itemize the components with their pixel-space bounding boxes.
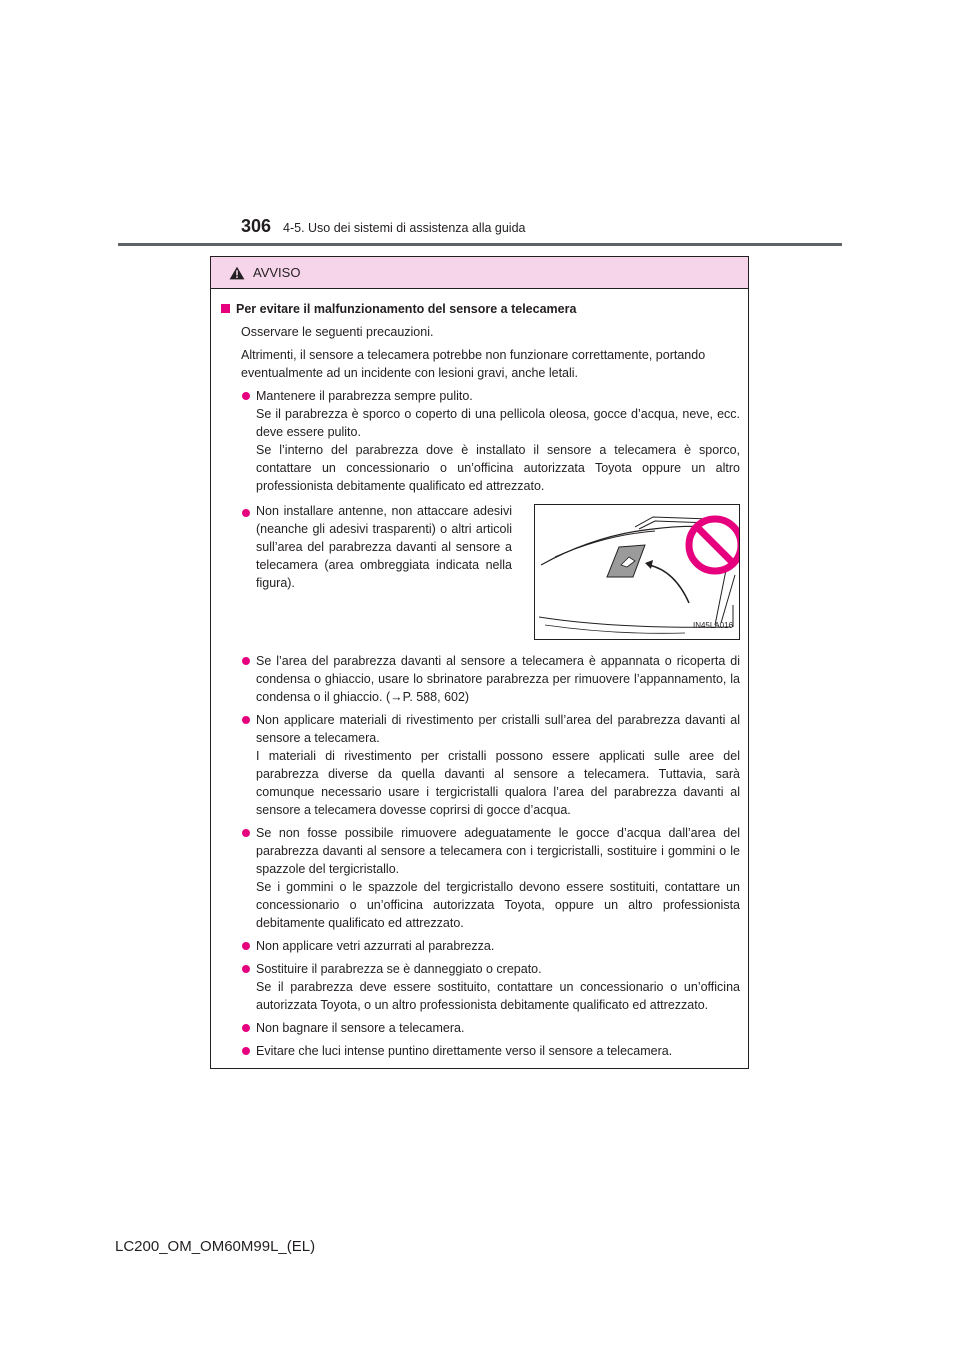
list-item-text: Non bagnare il sensore a telecamera. (256, 1021, 465, 1035)
list-item-text: Non applicare materiali di rivestimento per cristalli sull’area del parabrezza davanti al sensore a telecamera. (256, 713, 740, 745)
list-item-text: Se i gommini o le spazzole del tergicristallo devono essere sostituiti, contattare un concessionario o un’officina autorizzata Toyota, oppure un altro professionista debitamente qualificato ed attrezzato. (256, 880, 740, 930)
list-item (221, 652, 740, 706)
bullet-dot-icon (242, 965, 250, 973)
list-item-text: Sostituire il parabrezza se è danneggiato o crepato. (256, 962, 542, 976)
bullet-dot-icon (242, 509, 250, 517)
bullet-dot-icon (242, 942, 250, 950)
warning-title: AVVISO (253, 265, 301, 280)
windshield-sensor-figure (534, 504, 740, 640)
list-item-text: Se l’area del parabrezza davanti al sensore a telecamera è appannata o ricoperta di condensa o ghiaccio, usare lo sbrinatore parabrezza per rimuovere l’appannamento, la condensa o il ghiaccio. (→P. 588, 602) (256, 654, 740, 704)
list-item-text: Se non fosse possibile rimuovere adeguatamente le gocce d’acqua dall’area del parabrezza davanti al sensore a telecamera con i tergicristalli, sostituire i gommini o le spazzole del tergicristallo. (256, 826, 740, 876)
warning-box (210, 256, 749, 1069)
list-item-text: Se il parabrezza è sporco o coperto di una pellicola oleosa, gocce d’acqua, neve, ecc. deve essere pulito. (256, 407, 740, 439)
list-item-text: I materiali di rivestimento per cristalli possono essere applicati sulle aree del parabrezza diverse da quella davanti al sensore a telecamera. Tuttavia, sarà comunque necessario usare i tergicristalli qualora l’area del parabrezza davanti al sensore a telecamera dovesse coprirsi di gocce d’acqua. (256, 749, 740, 817)
list-item (221, 1042, 740, 1060)
list-item (221, 387, 740, 495)
list-item (221, 824, 740, 932)
list-item-text: Non applicare vetri azzurrati al parabrezza. (256, 939, 495, 953)
list-item-text: Evitare che luci intense puntino direttamente verso il sensore a telecamera. (256, 1044, 673, 1058)
bullet-dot-icon (242, 1047, 250, 1055)
bullet-dot-icon (242, 657, 250, 665)
list-item (221, 504, 740, 640)
list-item-text: Non installare antenne, non attaccare adesivi (neanche gli adesivi trasparenti) o altri articoli sull’area del parabrezza davanti al sensore a telecamera (area ombreggiata indicata nella figura). (256, 504, 512, 590)
list-item (221, 960, 740, 1014)
warning-header (211, 257, 748, 289)
square-bullet-icon (221, 304, 230, 313)
list-item (221, 711, 740, 819)
warning-triangle-icon (229, 266, 245, 280)
page-number: 306 (241, 216, 272, 236)
bullet-dot-icon (242, 392, 250, 400)
intro-paragraph: Osservare le seguenti precauzioni. (241, 325, 434, 339)
list-item-text: Se l’interno del parabrezza dove è installato il sensore a telecamera è sporco, contattare un concessionario o un’officina autorizzata Toyota oppure un altro professionista debitamente qualificato ed attrezzato. (256, 443, 740, 493)
list-item-text: Se il parabrezza deve essere sostituito, contattare un concessionario o un’officina autorizzata Toyota, o un altro professionista debitamente qualificato ed attrezzato. (256, 980, 740, 1012)
warning-heading (221, 300, 740, 318)
section-title: 4-5. Uso dei sistemi di assistenza alla guida (283, 221, 526, 235)
figure-id: IN45LA016 (692, 621, 733, 630)
bullet-dot-icon (242, 829, 250, 837)
bullet-dot-icon (242, 716, 250, 724)
header-divider (118, 243, 842, 246)
intro-paragraph: Altrimenti, il sensore a telecamera potrebbe non funzionare correttamente, portando eventualmente ad un incidente con lesioni gravi, anche letali. (241, 348, 706, 380)
bullet-dot-icon (242, 1024, 250, 1032)
warning-body (211, 289, 748, 1060)
document-code: LC200_OM_OM60M99L_(EL) (115, 1238, 316, 1255)
list-item (221, 1019, 740, 1037)
list-item (221, 937, 740, 955)
warning-heading-text: Per evitare il malfunzionamento del sensore a telecamera (236, 302, 577, 316)
list-item-text: Mantenere il parabrezza sempre pulito. (256, 389, 473, 403)
